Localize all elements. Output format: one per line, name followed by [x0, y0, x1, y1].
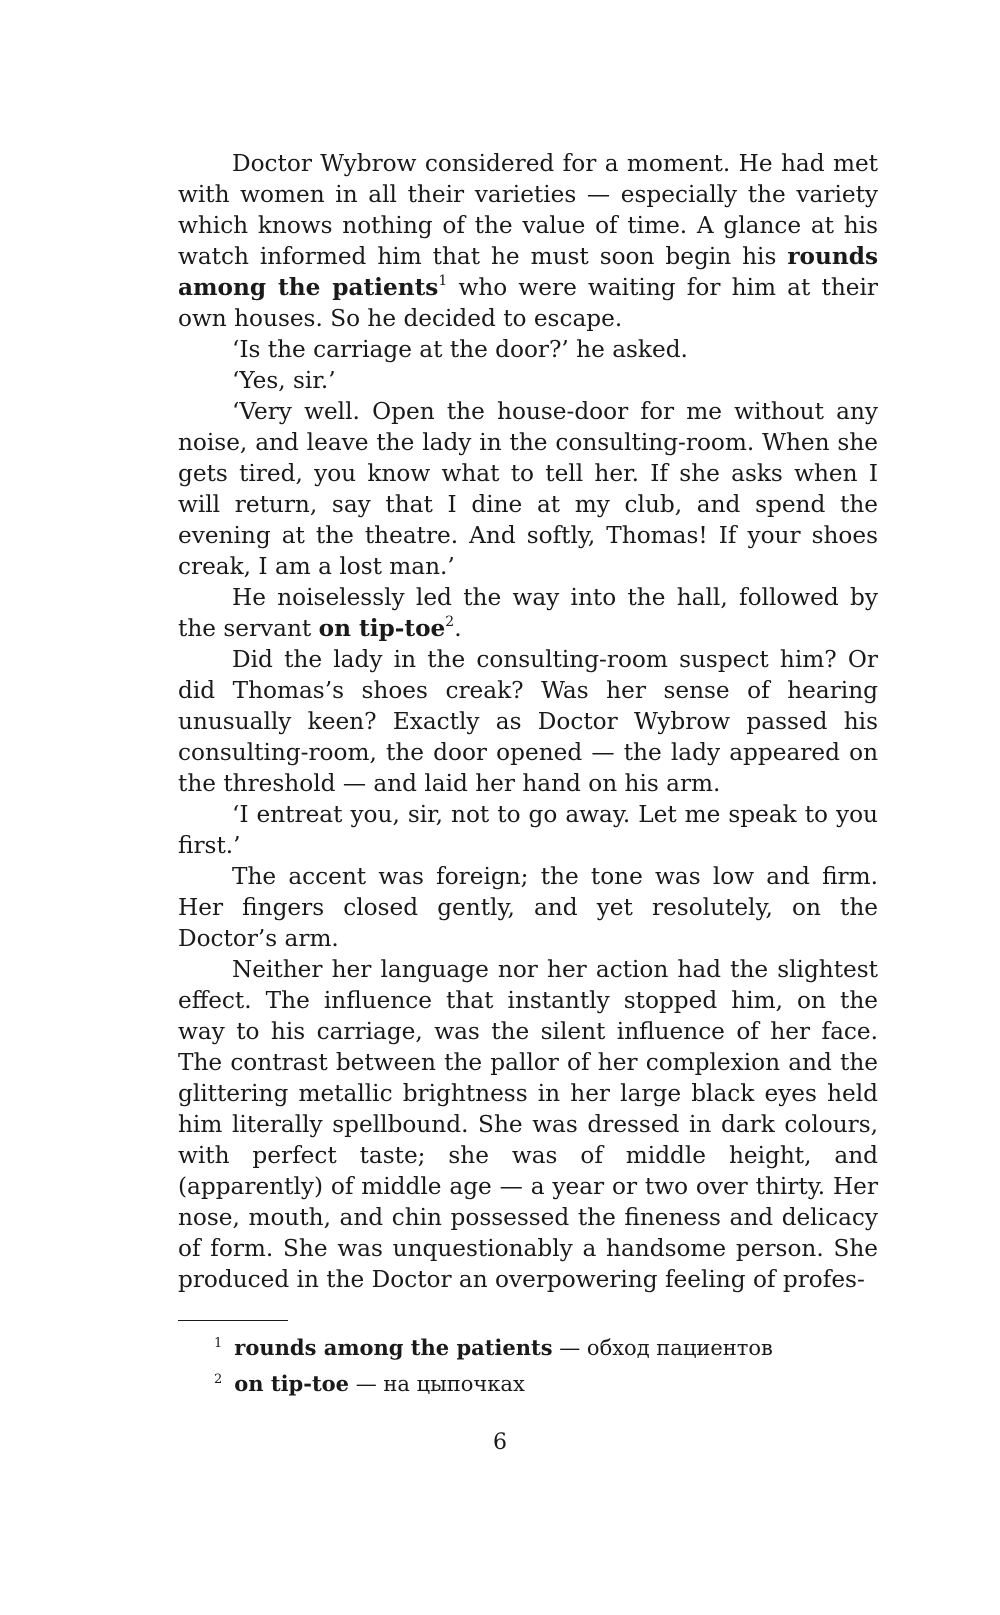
text-run: Doctor Wybrow considered for a moment. He had met with women in all their varieties — especially the variety which knows nothing of the value of time. A glance at his watch informed him that he must soon begin his: [178, 150, 878, 270]
text-run: Neither her language nor her action had the slightest effect. The influence that instantly stopped him, on the way to his carriage, was the silent influence of her face. The contrast between the pallor of her complexion and the glittering metallic brightness in her large black eyes held him literally spellbound. She was dressed in dark colours, with perfect taste; she was of middle height, and (apparently) of middle age — a year or two over thirty. Her nose, mouth, and chin possessed the fineness and delicacy of form. She was unquestionably a handsome person. She produced in the Doctor an overpowering feeling of profes-: [178, 956, 878, 1293]
glossed-term: rounds among the patients: [178, 243, 878, 301]
paragraph: [178, 396, 878, 582]
text-run: ‘Yes, sir.’: [232, 367, 336, 394]
paragraph: [178, 365, 878, 396]
text-run: ‘I entreat you, sir, not to go away. Let me speak to you first.’: [178, 801, 878, 859]
paragraph: [178, 644, 878, 799]
footnote-dash: —: [349, 1372, 384, 1396]
footnote-dash: —: [552, 1336, 587, 1360]
footnote-gloss: на цыпочках: [383, 1372, 525, 1396]
text-run: ‘Very well. Open the house-door for me without any noise, and leave the lady in the consulting-room. When she gets tired, you know what to tell her. If she asks when I will return, say that I dine at my club, and spend the evening at the theatre. And softly, Thomas! If your shoes creak, I am a lost man.’: [178, 398, 878, 580]
footnote-term: on tip-toe: [234, 1371, 350, 1396]
text-run: Did the lady in the consulting-room suspect him? Or did Thomas’s shoes creak? Was her sense of hearing unusually keen? Exactly as Doctor Wybrow passed his consulting-room, the door opened — the lady appeared on the threshold — and laid her hand on his arm.: [178, 646, 878, 797]
glossed-term: on tip-toe: [318, 615, 446, 642]
paragraph: [178, 861, 878, 954]
paragraph: [178, 582, 878, 644]
footnote-term: rounds among the patients: [234, 1335, 553, 1360]
footnote-marker: 1: [438, 273, 448, 290]
footnote-item: [214, 1366, 874, 1402]
footnote-marker: 2: [445, 614, 455, 631]
footnote-separator: [178, 1320, 288, 1321]
footnotes: [214, 1330, 874, 1402]
text-run: .: [454, 615, 462, 642]
footnote-item: [214, 1330, 874, 1366]
paragraph: [178, 799, 878, 861]
body-text: [178, 148, 878, 1295]
text-run: He noiselessly led the way into the hall, followed by the servant: [178, 584, 878, 642]
footnote-number: 1: [214, 1336, 223, 1351]
footnote-gloss: обход пациентов: [586, 1336, 773, 1360]
page-number: 6: [493, 1430, 507, 1455]
footnote-number: 2: [214, 1372, 223, 1387]
paragraph: [178, 148, 878, 334]
paragraph: [178, 954, 878, 1295]
text-run: who were waiting for him at their own houses. So he decided to escape.: [178, 274, 878, 332]
text-run: ‘Is the carriage at the door?’ he asked.: [232, 336, 688, 363]
paragraph: [178, 334, 878, 365]
text-run: The accent was foreign; the tone was low and firm. Her fingers closed gently, and yet resolutely, on the Doctor’s arm.: [178, 863, 878, 952]
